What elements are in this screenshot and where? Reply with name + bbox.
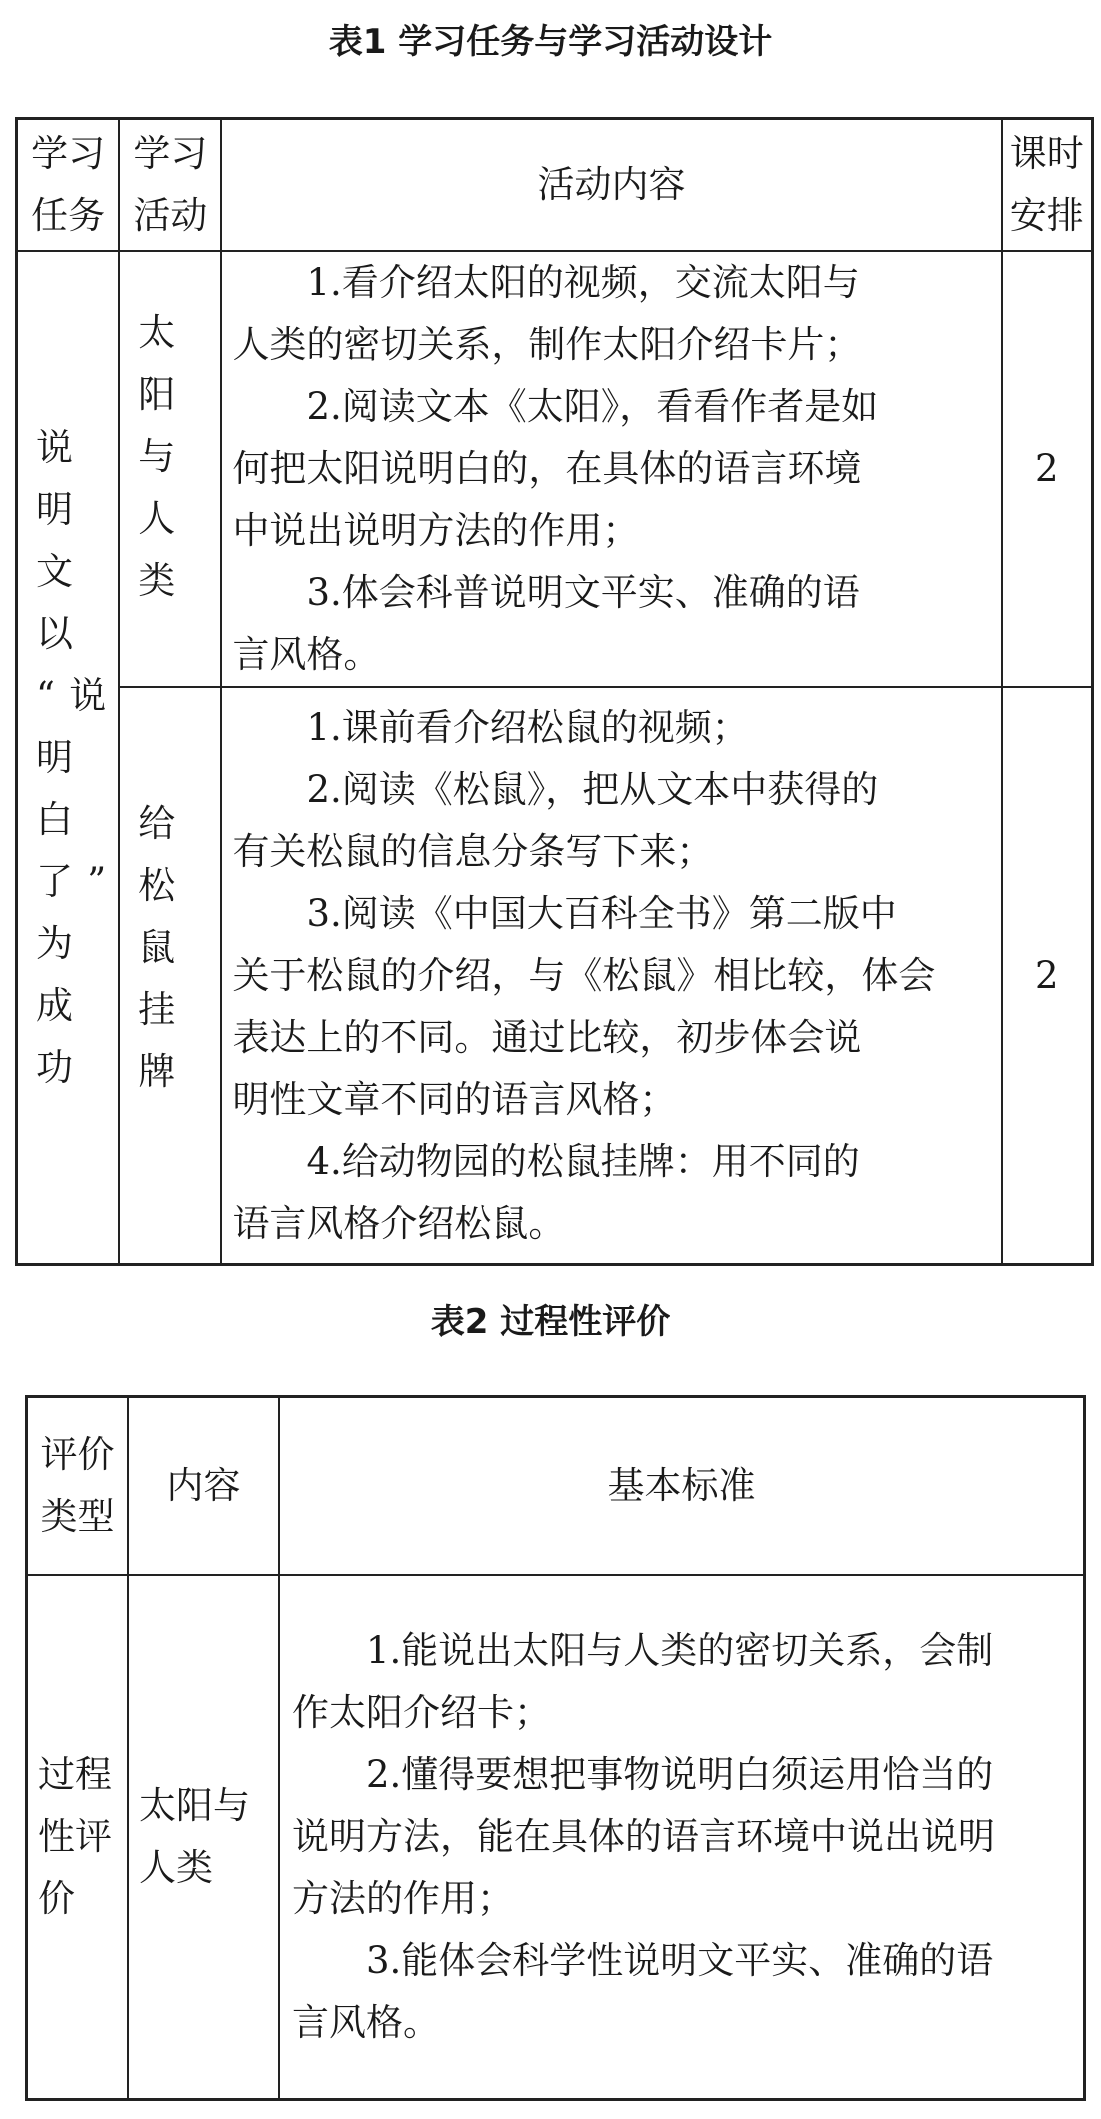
activity-design-table <box>16 118 1093 1265</box>
table-header-row <box>27 1397 1084 1575</box>
table-header-row <box>17 119 1092 251</box>
header-basic-standard: 基本标准 <box>279 1397 1084 1575</box>
table-row <box>27 1575 1084 2099</box>
evaluation-type-cell: 过程 性评 价 <box>27 1575 128 2099</box>
process-evaluation-table <box>26 1396 1085 2100</box>
table1-title: 表1 学习任务与学习活动设计 <box>328 22 773 62</box>
header-content: 内容 <box>128 1397 279 1575</box>
table-row <box>17 251 1092 687</box>
header-learning-task: 学习 任务 <box>17 119 119 251</box>
table-row <box>17 687 1092 1264</box>
learning-task-cell: 说 明 文 以 “说明 白了” 为 成 功 <box>17 251 119 1264</box>
activity-content-squirrel: 1.课前看介绍松鼠的视频； 2.阅读《松鼠》，把从文本中获得的 有关松鼠的信息分条写下来； 3.阅读《中国大百科全书》第二版中 关于松鼠的介绍，与《松鼠》相比较，体会 表达上的不同。通过比较，初步体会说 明性文章不同的语言风格； 4.给动物园的松鼠挂牌：用不同的 语言风格介绍松鼠。 <box>221 687 1001 1264</box>
class-hours-sun: 2 <box>1002 251 1092 687</box>
activity-cell-squirrel: 给 松 鼠 挂 牌 <box>119 687 221 1264</box>
header-class-hours: 课时 安排 <box>1002 119 1092 251</box>
header-learning-activity: 学习 活动 <box>119 119 221 251</box>
evaluation-content-cell: 太阳与 人类 <box>128 1575 279 2099</box>
table2-title: 表2 过程性评价 <box>430 1302 671 1342</box>
activity-content-sun: 1.看介绍太阳的视频，交流太阳与 人类的密切关系，制作太阳介绍卡片； 2.阅读文本《太阳》，看看作者是如 何把太阳说明白的，在具体的语言环境 中说出说明方法的作用； 3.体会科普说明文平实、准确的语 言风格。 <box>221 251 1001 687</box>
evaluation-standard-cell: 1.能说出太阳与人类的密切关系，会制 作太阳介绍卡； 2.懂得要想把事物说明白须运用恰当的 说明方法，能在具体的语言环境中说出说明 方法的作用； 3.能体会科学性说明文平实、准确的语 言风格。 <box>279 1575 1084 2099</box>
header-evaluation-type: 评价 类型 <box>27 1397 128 1575</box>
activity-cell-sun: 太 阳 与 人 类 <box>119 251 221 687</box>
header-activity-content: 活动内容 <box>221 119 1001 251</box>
class-hours-squirrel: 2 <box>1002 687 1092 1264</box>
